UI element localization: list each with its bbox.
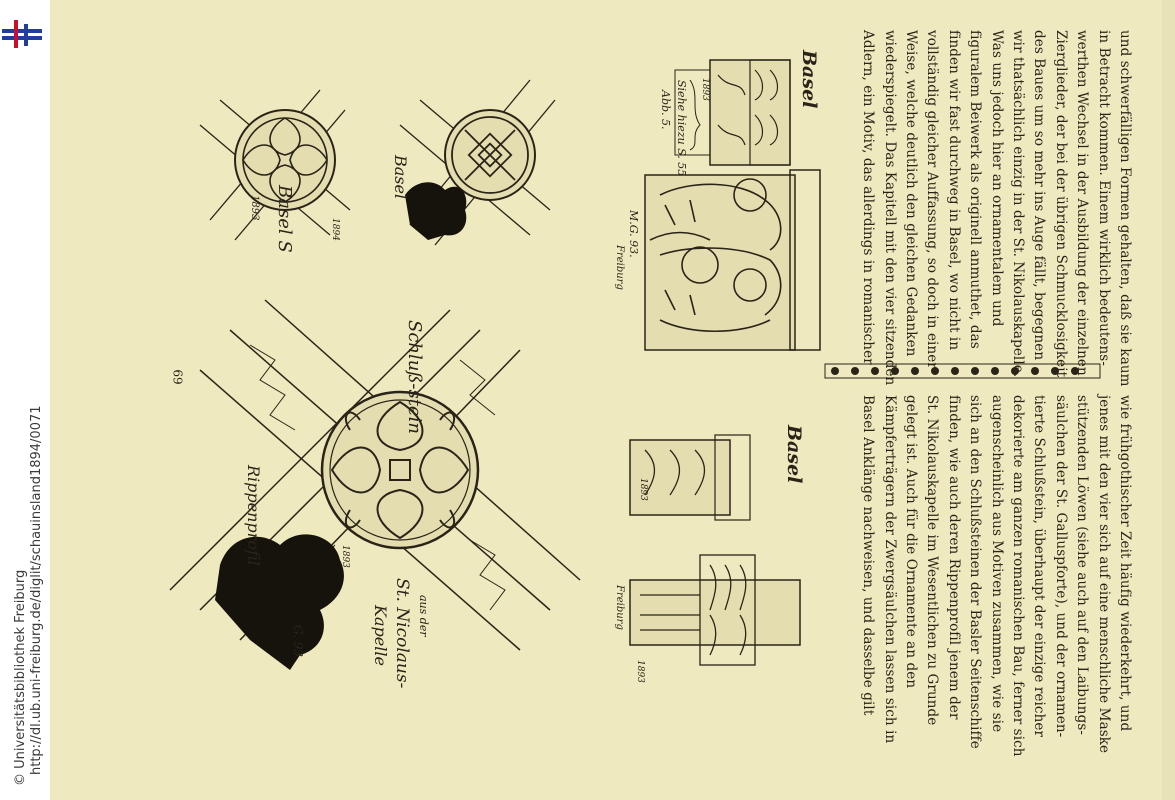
label-kapelle: Kapelle <box>371 605 390 666</box>
text-line: des Baues um so mehr ins Auge fällt, begegnen <box>1031 30 1048 361</box>
capital-frieze-top-drawing <box>675 60 790 165</box>
text-line: figuralem Beiwerk als originell anmuthet, das <box>967 30 984 349</box>
label-year-d: 1893 <box>249 195 260 221</box>
text-line: gelegt ist. Auch für die Ornamente an den <box>902 395 919 689</box>
label-st-nicolaus: St. Nicolaus- <box>392 578 412 689</box>
label-freiburg-b: Freiburg <box>614 585 625 630</box>
text-line: säulchen der St. Galluspforte), und der ornamen- <box>1052 395 1069 738</box>
label-g93: G. 93 <box>291 625 305 658</box>
label-year-c: 1894 <box>330 218 340 241</box>
ub-freiburg-logo-icon <box>2 20 42 50</box>
library-credit: © Universitätsbibliothek Freiburg <box>13 569 28 786</box>
label-abb: Abb. 5. <box>659 90 672 130</box>
text-line: finden, wie auch deren Rippenprofil jenem der <box>945 395 962 720</box>
text-line: Adlern, ein Motiv, das allerdings in romanischer <box>860 30 877 365</box>
label-basel-s: Basel S <box>274 185 295 253</box>
label-year-b: 1893 <box>340 545 350 568</box>
text-line: jenes mit den vier sich auf eine menschliche Maske <box>1095 395 1112 754</box>
text-column-right <box>857 30 1135 387</box>
label-mg93: M.G. 93. <box>627 210 640 258</box>
text-line: Basel Anklänge nachweisen, und dasselbe gilt <box>860 395 877 716</box>
page-edge <box>1162 0 1175 800</box>
url-credit[interactable]: http://dl.ub.uni-freiburg.de/diglit/schauinsland1894/0071 <box>29 405 44 775</box>
text-line: und schwerfälligen Formen gehalten, daß sie kaum <box>1117 30 1133 387</box>
text-line: dekorierte am ganzen romanischen Bau, ferner sich <box>1009 395 1026 757</box>
text-line: Kämpferträgern der Zwergsäulchen lassen sich in <box>881 395 898 744</box>
label-freiburg-a: Freiburg <box>614 245 625 290</box>
text-line: Was uns jedoch hier an ornamentalem und <box>988 30 1005 327</box>
label-basel-left: Basel <box>391 155 410 200</box>
text-line: Zierglieder, der bei der übrigen Schmucklosigkeit <box>1052 30 1069 378</box>
text-line: augenscheinlich aus Motiven zusammen, wie sie <box>988 395 1005 733</box>
keystone-basel-drawing <box>400 80 555 245</box>
label-rippenprofil: Rippenprofil <box>244 465 263 566</box>
text-line: finden wir fast durchweg in Basel, wo nicht in <box>945 30 962 351</box>
text-line: stützenden Löwen (siehe auch auf den Laibungs- <box>1074 395 1091 736</box>
capital-basel-small-drawing <box>630 435 750 520</box>
label-aus-der: aus der <box>417 595 430 637</box>
capital-freiburg-drawing <box>630 555 800 665</box>
text-line: sich an den Schlußsteinen der Basler Seitenschiffe <box>967 395 984 749</box>
label-year-f: 1893 <box>635 660 645 683</box>
label-year-e: 1893 <box>638 478 648 501</box>
page-number: 69 <box>170 369 185 385</box>
text-line: werthen Wechsel in der Ausbildung der einzelnen <box>1074 30 1091 376</box>
text-line: wiederspiegelt. Das Kapitell mit den vier sitzenden <box>881 30 898 386</box>
text-line: St. Nikolauskapelle im Wesentlichen zu Grunde <box>924 395 941 726</box>
text-line: tierte Schlußstein, überhaupt der einzige reicher <box>1031 395 1048 738</box>
text-line: wir thatsächlich einzig in der St. Nikolauskapelle. <box>1009 30 1026 378</box>
text-line: Weise, welche deutlich den gleichen Gedanken <box>902 30 919 357</box>
text-column-left <box>857 395 1135 757</box>
label-siehe: Siehe hiezu S. 55 <box>675 80 688 177</box>
scanned-page <box>50 0 1162 800</box>
lion-capital-drawing <box>645 170 820 350</box>
text-line: in Betracht kommen. Einem wirklich bedeutens- <box>1095 30 1112 366</box>
text-line: vollständig gleicher Auffassung, so doch in einer <box>924 30 941 369</box>
label-basel-mid: Basel <box>783 425 805 484</box>
text-line: wie frühgothischer Zeit häufig wiederkehrt, und <box>1117 395 1133 732</box>
viewer-margin <box>0 0 50 800</box>
label-schlussstein: Schluß-stein <box>404 320 425 434</box>
label-basel-top: Basel <box>798 50 820 109</box>
label-year-a: 1893 <box>700 78 710 101</box>
